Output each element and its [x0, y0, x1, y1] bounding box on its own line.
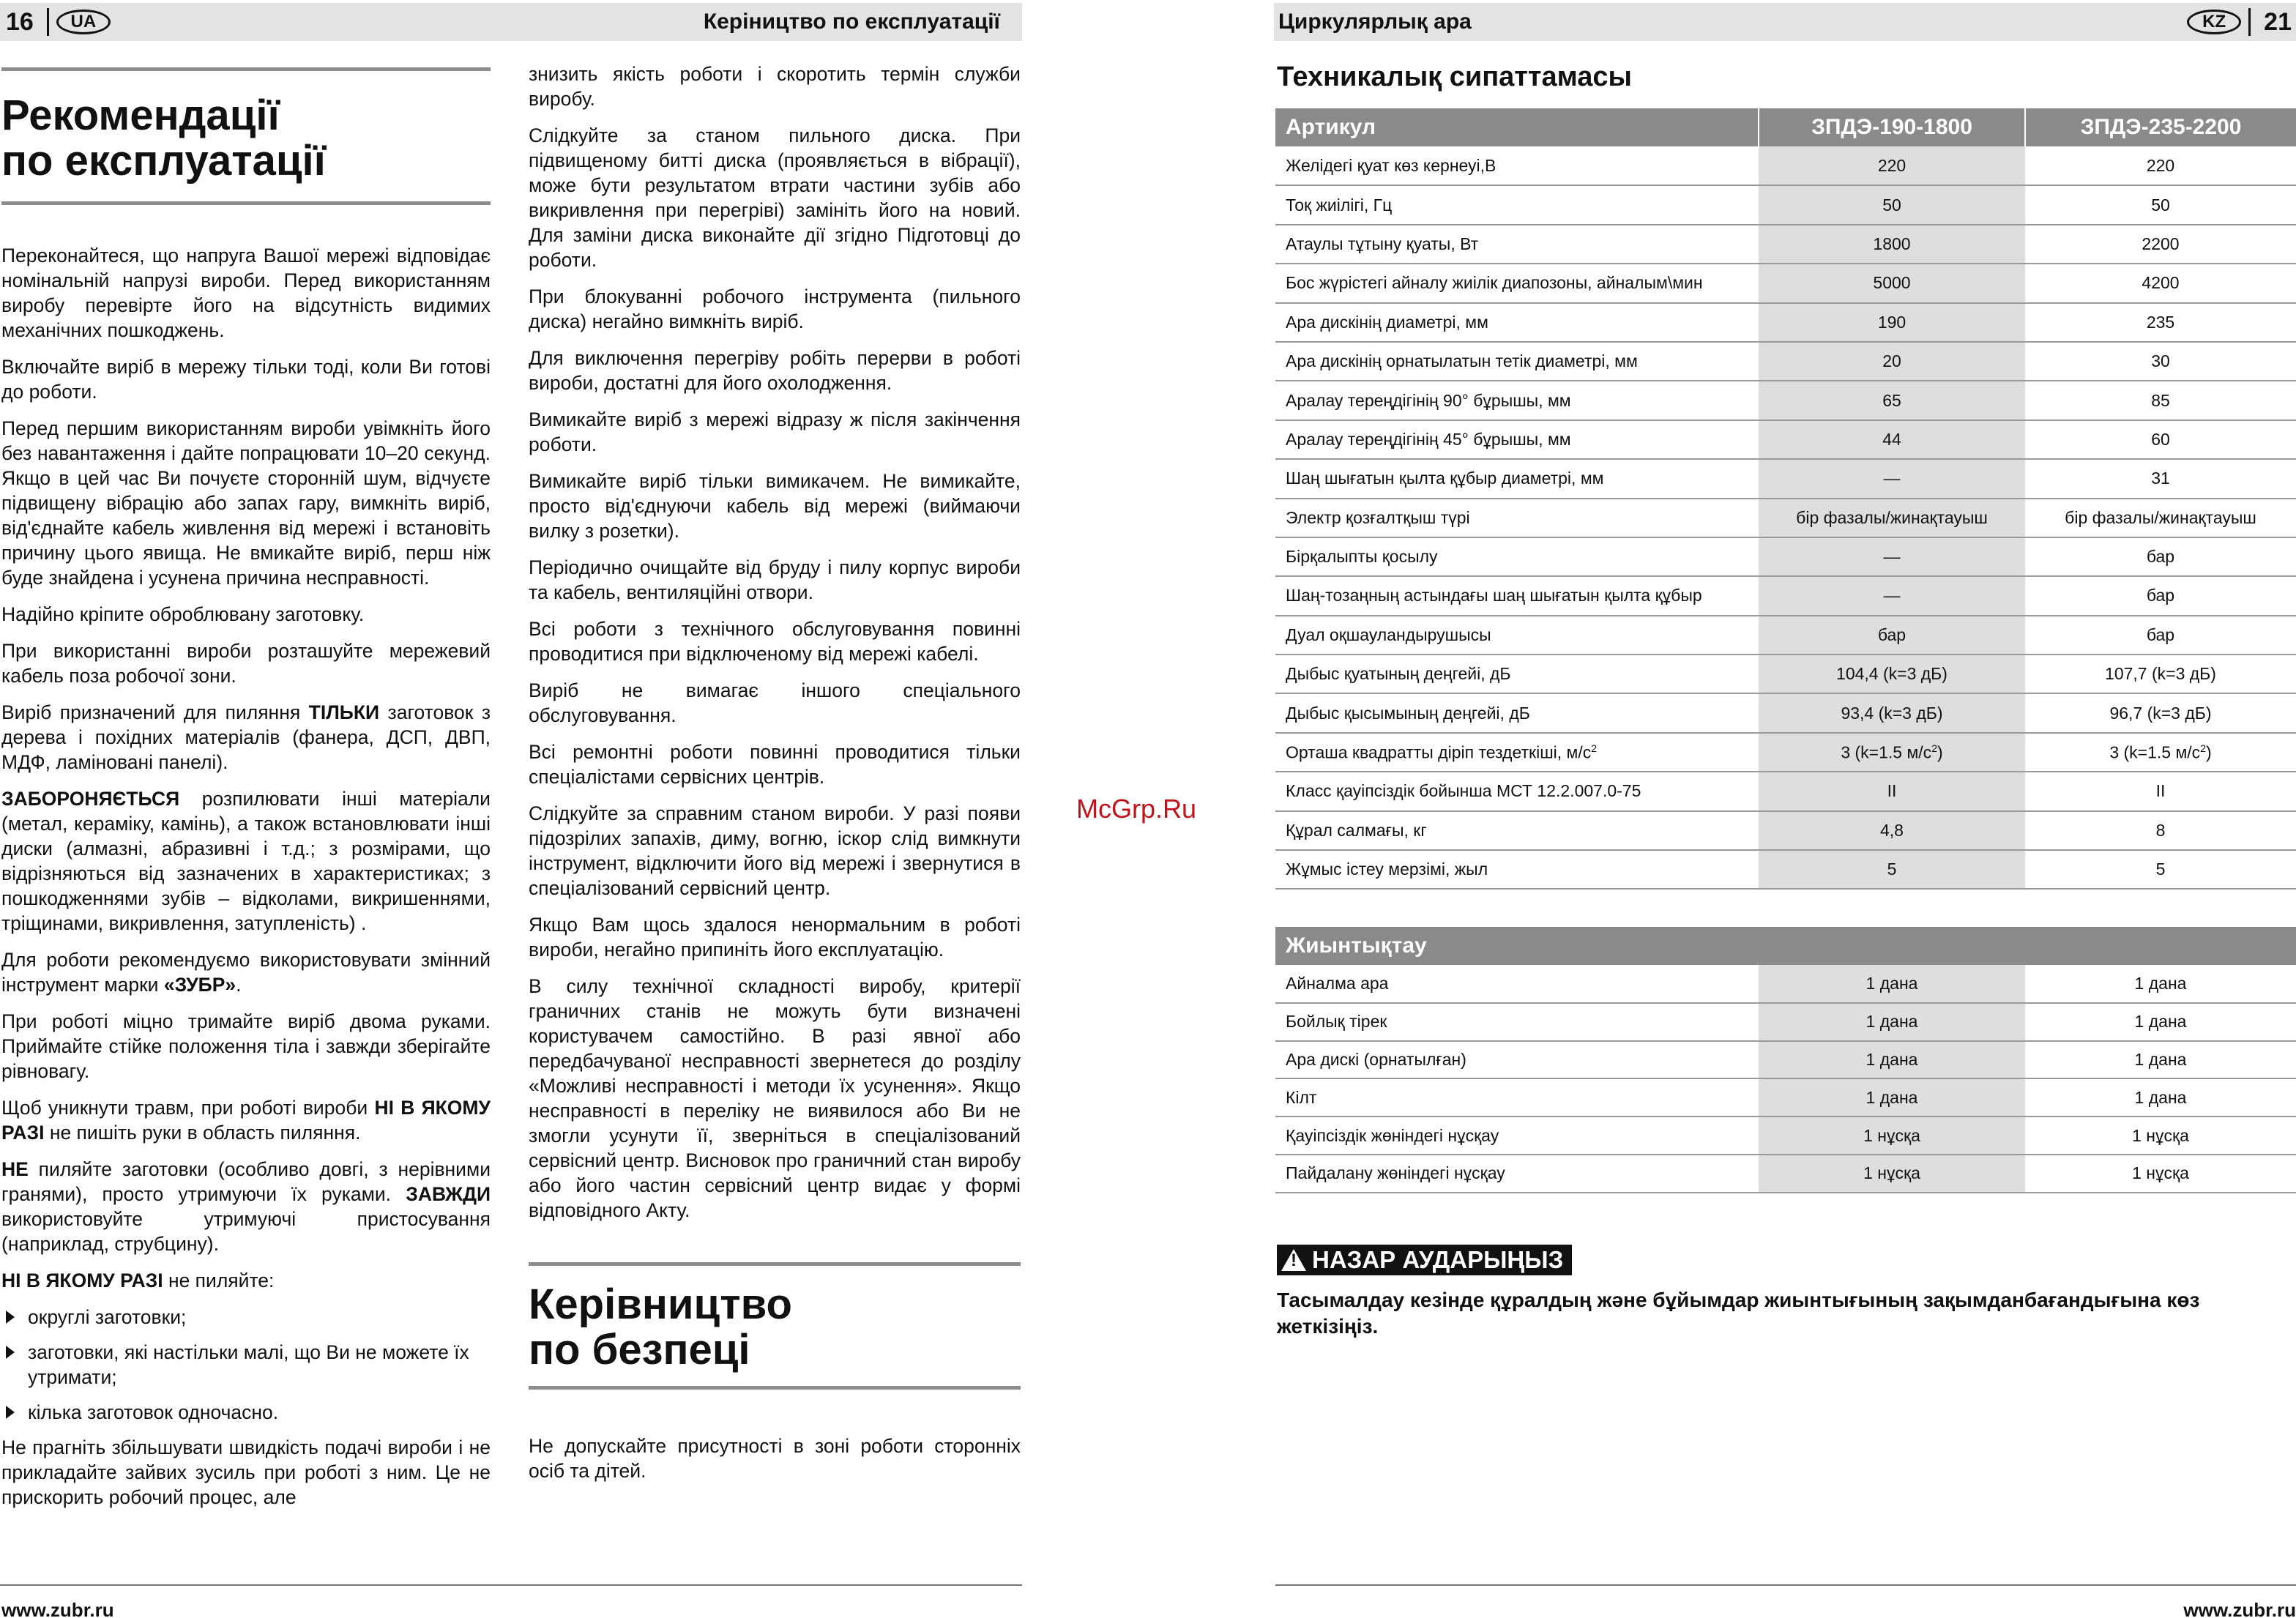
table-row [1275, 811, 2296, 850]
value-cell [1759, 576, 2025, 615]
value-text: 5 [2155, 860, 2166, 879]
value-cell [1759, 965, 2025, 1003]
header-divider [2248, 8, 2251, 36]
header-divider [47, 8, 49, 36]
row-label-text: Дыбыс қысымының деңгейі, дБ [1286, 703, 1530, 723]
warning-icon [1281, 1249, 1306, 1271]
table-row [1275, 459, 2296, 498]
value-text: 60 [2151, 429, 2170, 449]
left-page [0, 0, 1025, 1618]
paragraph: Всі роботи з технічного обслуговування повинні проводитися при відключеному від мережі кабелі. [529, 618, 1021, 665]
row-label [1275, 965, 1759, 1003]
paragraph [1, 700, 491, 775]
value-cell [1759, 342, 2025, 381]
emphasis: НЕ [1, 1158, 29, 1180]
value-cell [1759, 811, 2025, 850]
value-cell [2025, 459, 2296, 498]
value-text: — [1883, 547, 1901, 567]
heading-line: Керівництво [529, 1280, 792, 1328]
value-text: 104,4 (k=3 дБ) [1836, 664, 1947, 684]
triangle-bullet-icon [6, 1311, 15, 1324]
row-label-text: Атаулы тұтыну қуаты, Вт [1286, 234, 1479, 253]
value-text: — [1883, 586, 1901, 605]
value-cell [2025, 264, 2296, 302]
footer-divider [0, 1584, 1022, 1586]
table-header-row [1275, 108, 2296, 146]
value-text: 220 [1877, 155, 1906, 175]
value-cell [1759, 1003, 2025, 1041]
value-text: 107,7 (k=3 дБ) [2105, 664, 2216, 684]
right-header-title: Циркулярлық ара [1278, 10, 1472, 34]
value-cell [1759, 1155, 2025, 1193]
value-cell [1759, 185, 2025, 224]
section-heading-recommendations [1, 71, 491, 201]
row-label-text: Шаң-тозаңның астындағы шаң шығатын қылта құбыр [1286, 586, 1702, 605]
text: пиляйте заготовки (особливо довгі, з нерівними гранями), просто утримуючи їх руками. [1, 1158, 491, 1205]
paragraph [1, 947, 491, 997]
row-label-text: Қауіпсіздік жөніндегі нұсқау [1286, 1125, 1499, 1145]
row-label-text: Кілт [1286, 1087, 1317, 1107]
paragraph: Не допускайте присутності в зоні роботи сторонніх осіб та дітей. [529, 1435, 1021, 1482]
value-cell [1759, 1116, 2025, 1155]
row-label-text: Аралау тереңдігінің 90° бұрышы, мм [1286, 390, 1571, 410]
value-text: 1 дана [2134, 1012, 2187, 1032]
value-cell [2025, 303, 2296, 342]
value-cell [1759, 1078, 2025, 1116]
row-label-text: Аралау тереңдігінің 45° бұрышы, мм [1286, 429, 1571, 449]
row-label-text: Дуал оқшауландырушысы [1286, 625, 1491, 644]
paragraph: Не прагніть збільшувати швидкість подачі вироби і не прикладайте зайвих зусиль при роботі з ним. Це не прискорить робочий процес, але [1, 1436, 491, 1508]
value-text: 3 (k=1.5 м/с [2109, 742, 2201, 762]
text: Для роботи рекомендуємо використовувати змінний інструмент марки [1, 949, 491, 996]
row-label [1275, 146, 1759, 185]
table-row [1275, 576, 2296, 615]
row-label [1275, 1041, 1759, 1079]
value-text: 1 дана [2134, 973, 2187, 993]
list-item [1, 1340, 491, 1390]
row-label [1275, 185, 1759, 224]
warning-label-text: НАЗАР АУДАРЫҢЫЗ [1312, 1246, 1564, 1273]
table-row [1275, 1078, 2296, 1116]
value-text: 1 нұсқа [1863, 1163, 1920, 1183]
paragraph [1, 1095, 491, 1145]
value-text: 50 [2151, 195, 2170, 215]
watermark: McGrp.Ru [1076, 794, 1197, 824]
table-row [1275, 146, 2296, 185]
section-heading-safety [529, 1266, 1021, 1386]
paragraph [1, 786, 491, 936]
emphasis: НІ В ЯКОМУ РАЗІ [1, 1097, 491, 1144]
superscript: 2 [1591, 742, 1598, 754]
value-text: 5 [1887, 860, 1897, 879]
value-cell [2025, 185, 2296, 224]
table-row [1275, 850, 2296, 889]
value-text: 235 [2146, 312, 2175, 332]
value-text: бар [2146, 547, 2175, 567]
paragraph: Слідкуйте за справним станом вироби. У разі появи підозрілих запахів, диму, вогню, іскор слід вимкнути інструмент, відключити його від мережі і звернутися в спеціалізований сервісний центр. [529, 802, 1021, 899]
value-text: ) [2205, 742, 2212, 762]
table-row [1275, 342, 2296, 381]
paragraph: Виріб не вимагає іншого спеціального обслуговування. [529, 679, 1021, 726]
row-label [1275, 537, 1759, 576]
value-text: бар [1877, 625, 1906, 644]
paragraph: Переконайтеся, що напруга Вашої мережі відповідає номінальній напрузі вироби. Перед використанням виробу перевірте його на відсутність видимих механічних пошкоджень. [1, 245, 491, 341]
left-page-number: 16 [6, 7, 34, 36]
paragraph: Всі ремонтні роботи повинні проводитися тільки спеціалістами сервісних центрів. [529, 741, 1021, 788]
value-cell [2025, 1041, 2296, 1079]
value-cell [1759, 420, 2025, 459]
value-cell [1759, 381, 2025, 420]
table-header-row [1275, 927, 2296, 965]
list-item [1, 1305, 491, 1330]
paragraph [1, 1157, 491, 1256]
kit-table-body [1275, 965, 2296, 1193]
value-text: 190 [1877, 312, 1906, 332]
row-label [1275, 1078, 1759, 1116]
row-label [1275, 655, 1759, 693]
row-label [1275, 1003, 1759, 1041]
value-cell [2025, 616, 2296, 655]
paragraph: Надійно кріпите оброблювану заготовку. [1, 603, 365, 625]
list-item-text: кілька заготовок одночасно. [28, 1401, 279, 1423]
table-row [1275, 772, 2296, 810]
row-label [1275, 772, 1759, 810]
spec-table [1275, 108, 2296, 890]
value-text: 4200 [2142, 273, 2180, 293]
value-cell [1759, 537, 2025, 576]
value-text: 5000 [1873, 273, 1911, 293]
value-cell [2025, 850, 2296, 889]
table-row [1275, 499, 2296, 537]
emphasis: ТІЛЬКИ [308, 701, 380, 723]
value-text: 1 нұсқа [2132, 1125, 2189, 1145]
row-label-text: Класс қауіпсіздік бойынша МСТ 12.2.007.0-75 [1286, 781, 1641, 801]
value-cell [2025, 1116, 2296, 1155]
value-text: — [1883, 469, 1901, 488]
paragraph: При блокуванні робочого інструмента (пильного диска) негайно вимкніть виріб. [529, 286, 1021, 332]
value-text: 85 [2151, 390, 2170, 410]
value-cell [2025, 693, 2296, 732]
value-text: 8 [2155, 820, 2166, 840]
row-label-text: Орташа квадратты діріп тездеткіші, м/с [1286, 742, 1592, 762]
value-text: 1800 [1873, 234, 1911, 253]
list-item [1, 1400, 491, 1425]
row-label-text: Тоқ жиілігі, Гц [1286, 195, 1393, 215]
table-row [1275, 303, 2296, 342]
language-badge-ua: UA [56, 10, 111, 34]
paragraph: В силу технічної складності виробу, критерії граничних станів не можуть бути визначені користувачем самостійно. В разі явної або передбачуваної несправності звернетеся до розділу «Можливі несправності і методи їх усунення». Якщо несправності в переліку не виявилося або Ви не змогли усунути її, зверніться в спеціалізований сервісний центр. Висновок про граничний стан виробу або його частин сервісний центр видає у формі відповідного Акту. [529, 975, 1021, 1221]
value-text: бір фазалы/жинақтауыш [1796, 507, 1988, 527]
row-label [1275, 264, 1759, 302]
value-cell [1759, 459, 2025, 498]
value-cell [2025, 499, 2296, 537]
value-cell [1759, 1041, 2025, 1079]
column-header: ЗПДЭ-190-1800 [1759, 108, 2025, 146]
value-text: 3 (k=1.5 м/с [1841, 742, 1932, 762]
row-label-text: Жұмыс істеу мерзімі, жыл [1286, 860, 1488, 879]
value-cell [1759, 733, 2025, 772]
value-cell [1759, 616, 2025, 655]
paragraph: Перед першим використанням вироби увімкніть його без навантаження і дайте попрацювати 10–20 секунд. Якщо в цей час Ви почуєте сторонній шум, відчуєте підвищену вібрацію або запах гару, вимкніть виріб, від'єднайте кабель живлення від мережі і встановіть причину цього явища. Не вмикайте виріб, перш ніж буде знайдена і усунена причина несправності. [1, 417, 491, 589]
column-header: Артикул [1275, 108, 1759, 146]
footer-url-link[interactable]: www.zubr.ru [2183, 1599, 2296, 1618]
value-text: 96,7 (k=3 дБ) [2109, 703, 2212, 723]
emphasis: НІ В ЯКОМУ РАЗІ [1, 1270, 163, 1291]
value-text: 93,4 (k=3 дБ) [1841, 703, 1943, 723]
paragraph: При роботі міцно тримайте виріб двома руками. Приймайте стійке положення тіла і завжди зберігайте рівновагу. [1, 1010, 491, 1082]
row-label-text: Дыбыс қуатының деңгейі, дБ [1286, 664, 1511, 684]
value-cell [2025, 576, 2296, 615]
left-header-title: Керіництво по експлуатації [703, 10, 1000, 34]
text: розпилювати інші матеріали (метал, кераміку, камінь), а також встановлювати інші диски (алмазні, абразивні і т.д.; з розмірами, що відрізняються від зазначених в характеристиках; з пошкодженнями зубів – відколами, викришеннями, тріщинами, викривлення, затупленість) . [1, 788, 491, 934]
value-text: бір фазалы/жинақтауыш [2065, 507, 2256, 527]
left-column-1 [1, 67, 491, 1521]
emphasis: ЗАБОРОНЯЄТЬСЯ [1, 788, 180, 810]
value-text: 65 [1882, 390, 1901, 410]
value-cell [2025, 811, 2296, 850]
paragraph: Включайте виріб в мережу тільки тоді, коли Ви готові до роботи. [1, 356, 491, 403]
value-text: 1 дана [1865, 1012, 1918, 1032]
paragraph: Слідкуйте за станом пильного диска. При підвищеному битті диска (проявляється в вібрації), може бути результатом втрати частини зубів або викривлення при перегріві) замініть його на новий. Для заміни диска виконайте дії згідно Підготовці до роботи. [529, 124, 1021, 271]
table-row [1275, 420, 2296, 459]
footer-url-link[interactable]: www.zubr.ru [1, 1599, 114, 1618]
row-label [1275, 381, 1759, 420]
left-header [0, 3, 1022, 41]
value-cell [2025, 420, 2296, 459]
text: Щоб уникнути травм, при роботі вироби [1, 1097, 375, 1119]
value-cell [1759, 264, 2025, 302]
value-text: 31 [2151, 469, 2170, 488]
list-item-text: заготовки, які настільки малі, що Ви не можете їх утримати; [28, 1341, 469, 1388]
paragraph: Вимикайте виріб з мережі відразу ж після закінчення роботи. [529, 409, 1021, 455]
language-badge-kz: KZ [2187, 10, 2241, 34]
table-row [1275, 537, 2296, 576]
value-text: 4,8 [1880, 820, 1904, 840]
text: не пиляйте: [163, 1270, 275, 1291]
paragraph: При використанні вироби розташуйте мережевий кабель поза робочої зони. [1, 640, 491, 687]
table-row [1275, 616, 2296, 655]
table-row [1275, 1155, 2296, 1193]
value-cell [2025, 1003, 2296, 1041]
value-cell [1759, 146, 2025, 185]
row-label-text: Бос жүрістегі айналу жиілік диапозоны, айналым\мин [1286, 273, 1703, 293]
value-cell [2025, 655, 2296, 693]
emphasis: ЗАВЖДИ [406, 1183, 491, 1205]
value-text: бар [2146, 625, 2175, 644]
paragraph: Вимикайте виріб тільки вимикачем. Не вимикайте, просто від'єднуючи кабель від мережі (виймаючи вилку з розетки). [529, 470, 1021, 542]
row-label [1275, 225, 1759, 264]
table-row [1275, 185, 2296, 224]
table-row [1275, 1041, 2296, 1079]
text: Виріб призначений для пиляння [1, 701, 309, 723]
warning-label [1277, 1245, 1572, 1275]
value-cell [1759, 303, 2025, 342]
value-cell [2025, 965, 2296, 1003]
value-text: 1 дана [2134, 1087, 2187, 1107]
table-row [1275, 1003, 2296, 1041]
row-label-text: Ара дискінің орнатылатын тетік диаметрі, мм [1286, 351, 1638, 371]
table-row [1275, 693, 2296, 732]
right-header [1274, 3, 2296, 41]
heading-rule-bottom [529, 1386, 1021, 1390]
paragraph: знизить якість роботи і скоротить термін служби виробу. [529, 63, 1021, 110]
value-text: 2200 [2142, 234, 2180, 253]
text: не пишіть руки в область пиляння. [44, 1122, 361, 1144]
paragraph [1, 1268, 491, 1293]
value-cell [1759, 693, 2025, 732]
value-cell [2025, 1155, 2296, 1193]
row-label [1275, 303, 1759, 342]
row-label-text: Айналма ара [1286, 973, 1389, 993]
right-page-number: 21 [2264, 7, 2292, 36]
table-row [1275, 655, 2296, 693]
text: заготовок з дерева і похідних матеріалів (фанера, ДСП, ДВП, МДФ, ламіновані панелі). [1, 701, 491, 773]
row-label-text: Бойлық тірек [1286, 1012, 1387, 1032]
kit-table [1275, 927, 2296, 1193]
row-label-text: Электр қозғалтқыш түрі [1286, 507, 1470, 527]
value-text: 44 [1882, 429, 1901, 449]
spec-title: Техникалық сипаттамасы [1277, 61, 1632, 92]
value-cell [2025, 1078, 2296, 1116]
value-cell [1759, 850, 2025, 889]
value-cell [2025, 537, 2296, 576]
row-label-text: Желідегі қуат көз кернеуі,В [1286, 155, 1496, 175]
warning-text: Тасымалдау кезінде құралдың және бұйымдар жиынтығының зақымданбағандығына көз жеткізіңіз. [1277, 1289, 2200, 1338]
row-label [1275, 733, 1759, 772]
table-row [1275, 1116, 2296, 1155]
row-label [1275, 459, 1759, 498]
value-text: 1 дана [2134, 1049, 2187, 1069]
value-cell [2025, 381, 2296, 420]
value-text: 30 [2151, 351, 2170, 371]
value-text: 1 дана [1865, 1087, 1918, 1107]
row-label [1275, 499, 1759, 537]
paragraph: Для виключення перегріву робіть перерви в роботі вироби, достатні для його охолодження. [529, 347, 1021, 394]
kit-header: Жиынтықтау [1275, 927, 2296, 965]
value-text: 1 нұсқа [1863, 1125, 1920, 1145]
row-label [1275, 693, 1759, 732]
value-cell [2025, 342, 2296, 381]
list-item-text: округлі заготовки; [28, 1306, 187, 1328]
row-label [1275, 576, 1759, 615]
row-label-text: Ара дискінің диаметрі, мм [1286, 312, 1488, 332]
text: використовуйте утримуючі пристосування (наприклад, струбцину). [1, 1208, 491, 1255]
value-cell [1759, 772, 2025, 810]
superscript: 2 [1931, 742, 1937, 754]
row-label-text: Бірқалыпты қосылу [1286, 547, 1438, 567]
heading-line: по безпеці [529, 1326, 750, 1373]
table-row [1275, 264, 2296, 302]
value-text: 1 дана [1865, 1049, 1918, 1069]
row-label-text: Шаң шығатын қылта құбыр диаметрі, мм [1286, 469, 1604, 488]
right-page [1274, 0, 2296, 1618]
column-header: ЗПДЭ-235-2200 [2025, 108, 2296, 146]
footer-divider [1275, 1584, 2296, 1586]
value-text: 1 нұсқа [2132, 1163, 2189, 1183]
table-row [1275, 965, 2296, 1003]
row-label [1275, 1116, 1759, 1155]
superscript: 2 [2200, 742, 2206, 754]
emphasis: «ЗУБР» [163, 974, 236, 996]
heading-line: по експлуатації [1, 137, 326, 184]
value-text: 50 [1882, 195, 1901, 215]
row-label [1275, 342, 1759, 381]
value-text: II [1887, 781, 1897, 801]
triangle-bullet-icon [6, 1406, 15, 1419]
row-label [1275, 616, 1759, 655]
table-row [1275, 381, 2296, 420]
row-label [1275, 811, 1759, 850]
value-text: бар [2146, 586, 2175, 605]
value-cell [2025, 146, 2296, 185]
spec-table-body [1275, 146, 2296, 889]
value-cell [2025, 225, 2296, 264]
value-cell [1759, 655, 2025, 693]
table-row [1275, 733, 2296, 772]
value-cell [1759, 499, 2025, 537]
value-text: 1 дана [1865, 973, 1918, 993]
text: . [236, 974, 242, 996]
row-label-text: Ара дискі (орнатылған) [1286, 1049, 1466, 1069]
paragraph: Якщо Вам щось здалося ненормальним в роботі вироби, негайно припиніть його експлуатацію. [529, 914, 1021, 961]
table-row [1275, 225, 2296, 264]
triangle-bullet-icon [6, 1346, 15, 1359]
value-cell [1759, 225, 2025, 264]
row-label [1275, 420, 1759, 459]
row-label [1275, 1155, 1759, 1193]
row-label [1275, 850, 1759, 889]
value-text: II [2155, 781, 2166, 801]
heading-line: Рекомендації [1, 92, 280, 139]
paragraph: Періодично очищайте від бруду і пилу корпус вироби та кабель, вентиляційні отвори. [529, 556, 1021, 603]
heading-rule-bottom [1, 201, 491, 205]
value-text: ) [1937, 742, 1943, 762]
value-cell [2025, 733, 2296, 772]
left-column-2 [529, 61, 1021, 1495]
value-text: 220 [2146, 155, 2175, 175]
row-label-text: Құрал салмағы, кг [1286, 820, 1427, 840]
row-label-text: Пайдалану жөніндегі нұсқау [1286, 1163, 1505, 1183]
value-cell [2025, 772, 2296, 810]
value-text: 20 [1882, 351, 1901, 371]
